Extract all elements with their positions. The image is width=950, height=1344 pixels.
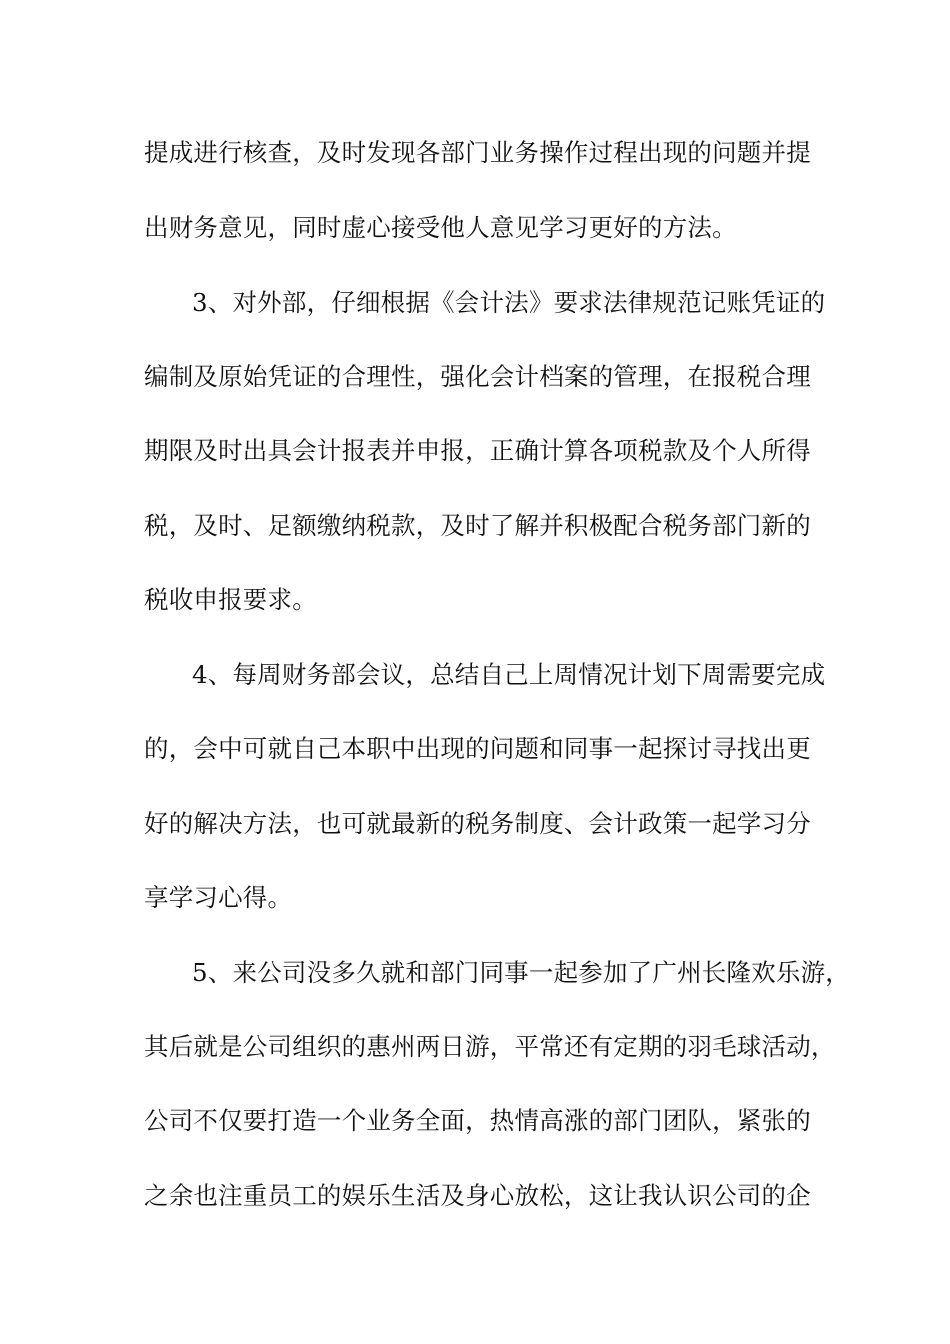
text-line: 之余也注重员工的娱乐生活及身心放松，这让我认识公司的企 [144,1181,811,1210]
text-line: 税，及时、足额缴纳税款，及时了解并积极配合税务部门新的 [144,511,811,540]
paragraph-5-start: 5、来公司没多久就和部门同事一起参加了广州长隆欢乐游， [192,958,850,987]
text-line: 好的解决方法，也可就最新的税务制度、会计政策一起学习分 [144,809,811,838]
text-line: 税收申报要求。 [144,585,317,614]
text-line: 期限及时出具会计报表并申报，正确计算各项税款及个人所得 [144,436,811,465]
text-line: 其后就是公司组织的惠州两日游，平常还有定期的羽毛球活动， [144,1032,836,1061]
paragraph-3-start: 3、对外部，仔细根据《会计法》要求法律规范记账凭证的 [192,288,826,317]
text-line: 的，会中可就自己本职中出现的问题和同事一起探讨寻找出更 [144,734,811,763]
text-line: 公司不仅要打造一个业务全面，热情高涨的部门团队，紧张的 [144,1106,811,1135]
paragraph-4-start: 4、每周财务部会议，总结自己上周情况计划下周需要完成 [192,660,826,689]
text-line: 出财务意见，同时虚心接受他人意见学习更好的方法。 [144,213,737,242]
text-line: 编制及原始凭证的合理性，强化会计档案的管理，在报税合理 [144,362,811,391]
text-line: 享学习心得。 [144,883,293,912]
text-line: 提成进行核查，及时发现各部门业务操作过程出现的问题并提 [144,138,811,167]
